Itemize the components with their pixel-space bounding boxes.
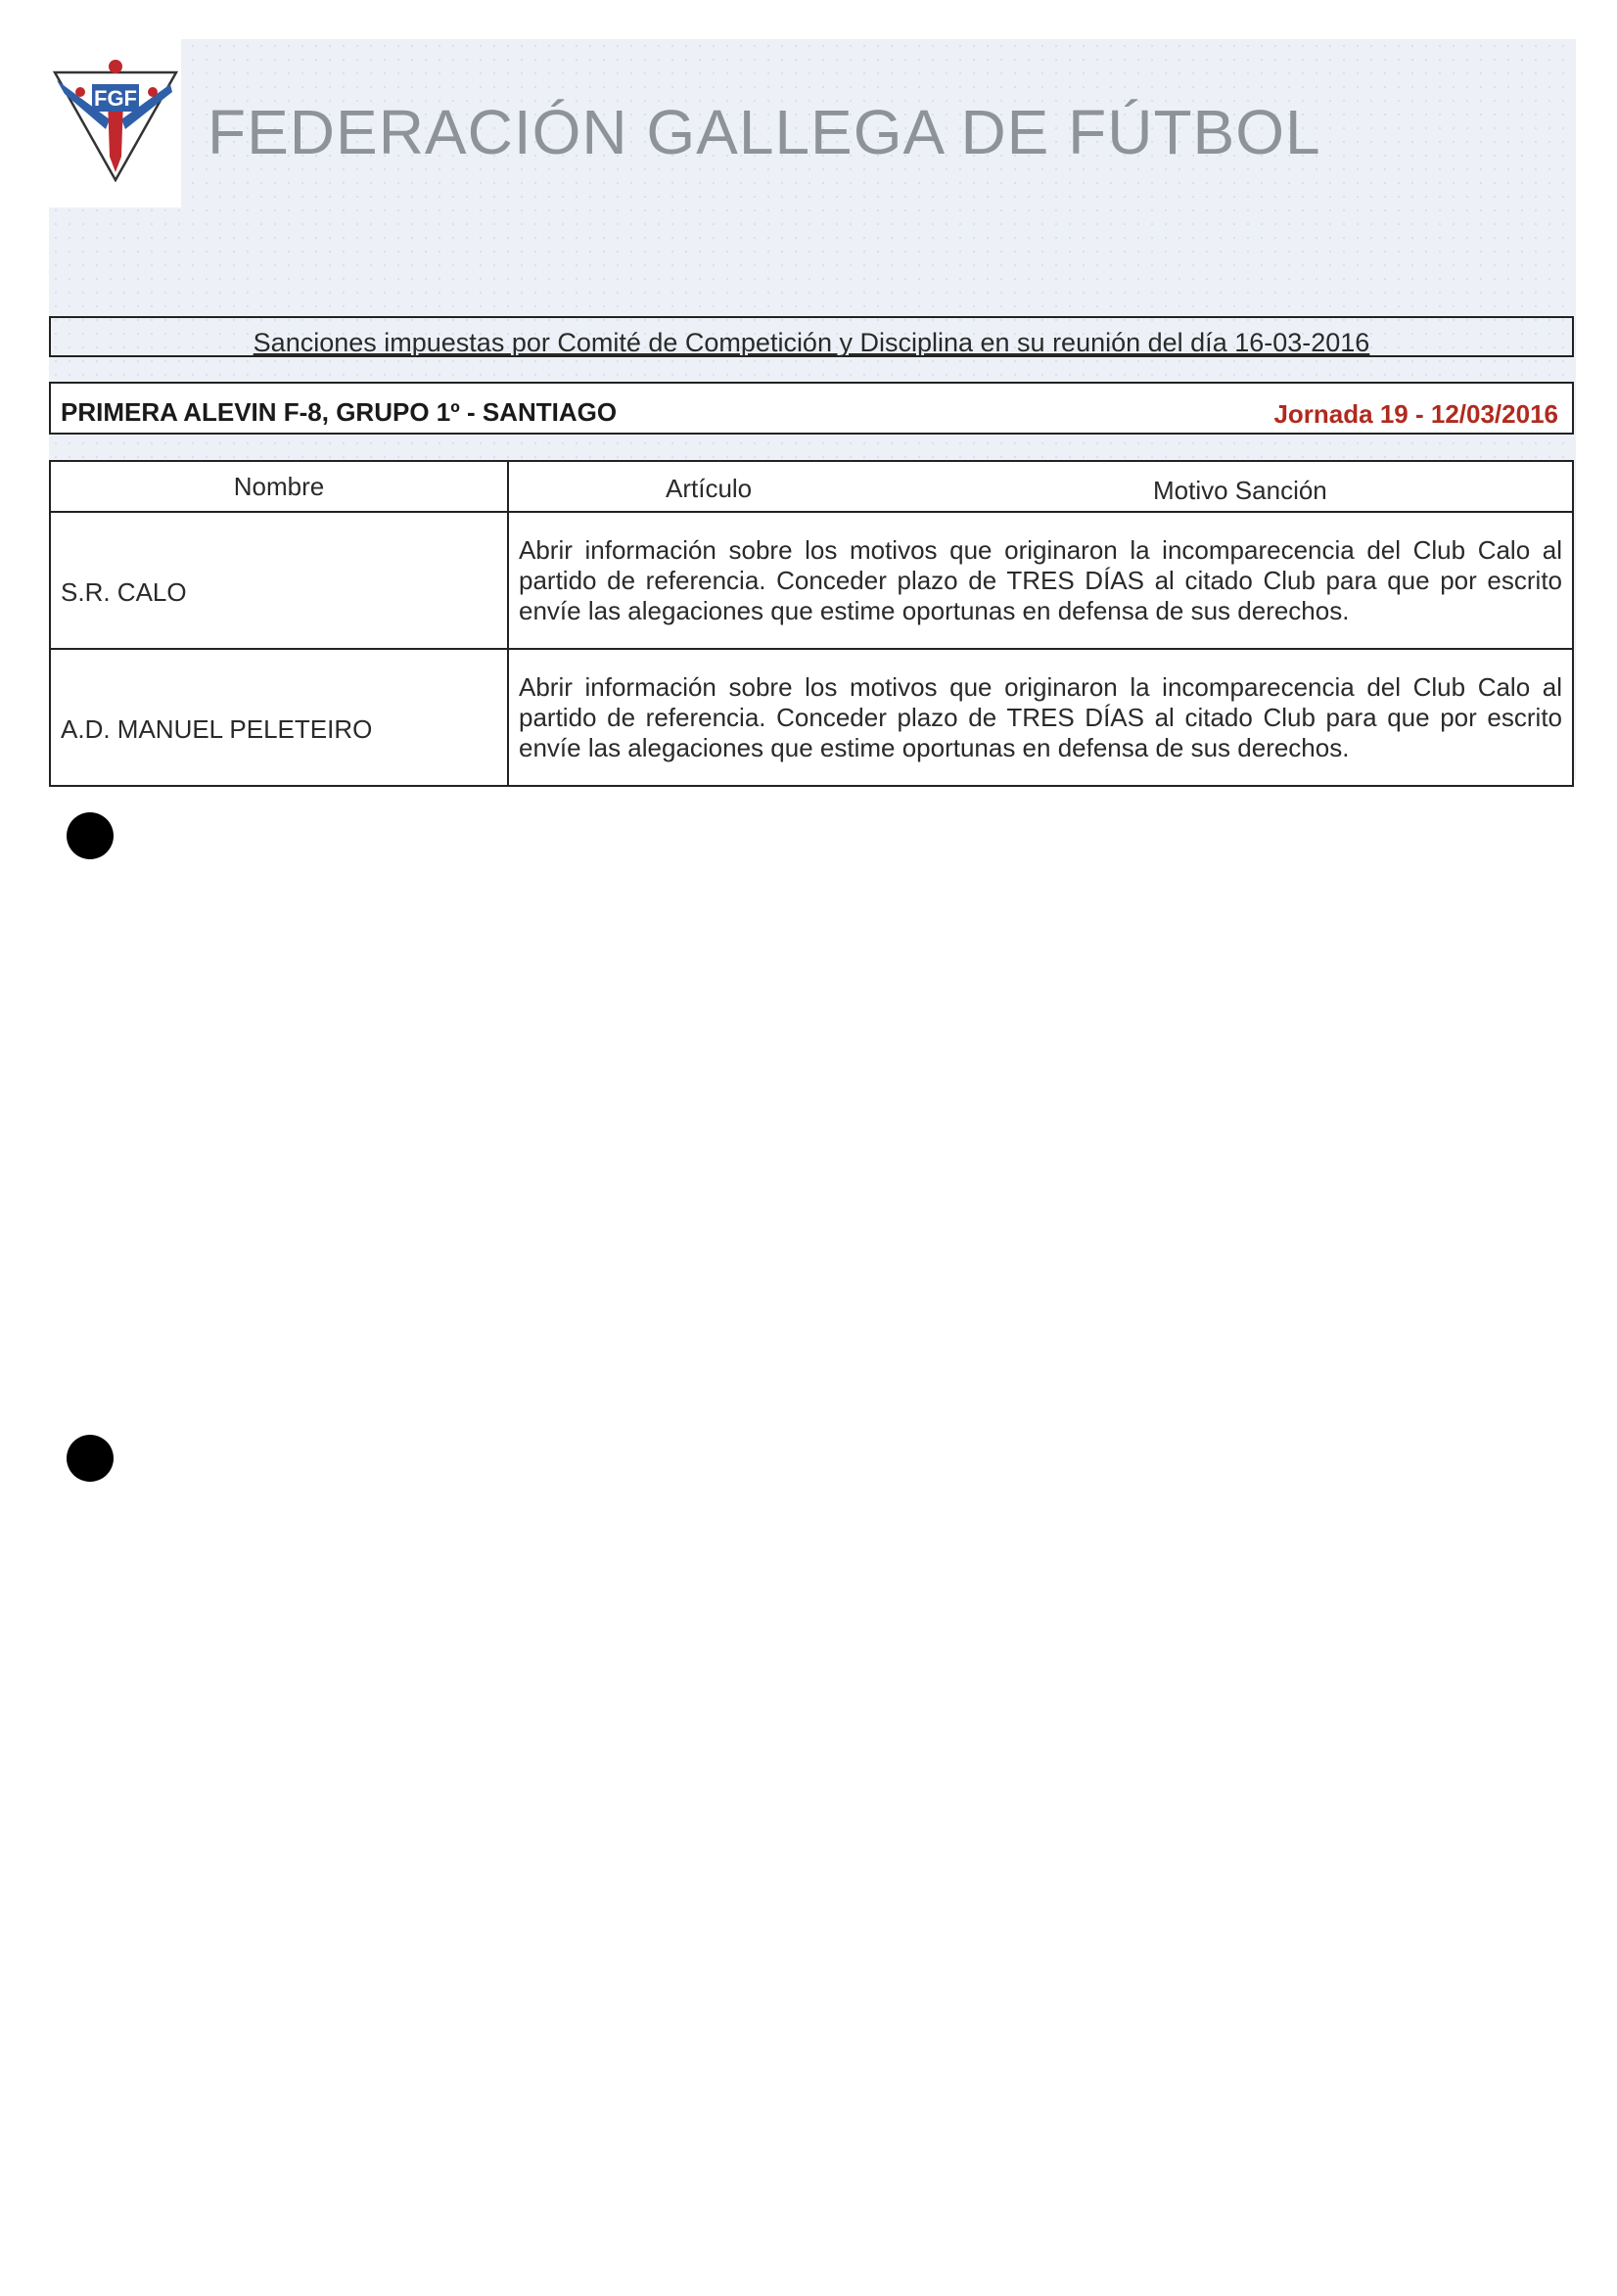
column-header-motivo: Motivo Sanción: [1153, 476, 1327, 505]
punch-hole: [67, 1435, 114, 1482]
logo-lettering: FGF: [94, 86, 137, 111]
column-header-nombre: Nombre: [50, 461, 508, 512]
table-header-row: [50, 461, 1573, 512]
organization-name: FEDERACIÓN GALLEGA DE FÚTBOL: [208, 97, 1321, 167]
row-nombre: A.D. MANUEL PELETEIRO: [50, 649, 508, 786]
fgf-logo: [51, 59, 180, 182]
group-name: PRIMERA ALEVIN F-8, GRUPO 1º - SANTIAGO: [61, 397, 618, 427]
table-row: [50, 649, 1573, 786]
jornada-date: Jornada 19 - 12/03/2016: [1273, 399, 1558, 429]
row-motivo: Abrir información sobre los motivos que originaron la incomparecencia del Club Calo al partido de referencia. Conceder plazo de TRES DÍAS al citado Club para que por escrito envíe las alegaciones que estime oportunas en defensa de sus derechos.: [508, 512, 1573, 649]
column-header-group: [508, 461, 1573, 512]
table-row: [50, 512, 1573, 649]
document-title: Sanciones impuestas por Comité de Competición y Disciplina en su reunión del día 16-03-2016: [253, 328, 1370, 357]
title-box: [49, 316, 1574, 357]
row-nombre: S.R. CALO: [50, 512, 508, 649]
column-header-articulo: Artículo: [666, 474, 753, 503]
sanctions-table: [49, 460, 1574, 787]
punch-hole: [67, 812, 114, 859]
group-header: [49, 382, 1574, 435]
row-motivo: Abrir información sobre los motivos que originaron la incomparecencia del Club Calo al partido de referencia. Conceder plazo de TRES DÍAS al citado Club para que por escrito envíe las alegaciones que estime oportunas en defensa de sus derechos.: [508, 649, 1573, 786]
